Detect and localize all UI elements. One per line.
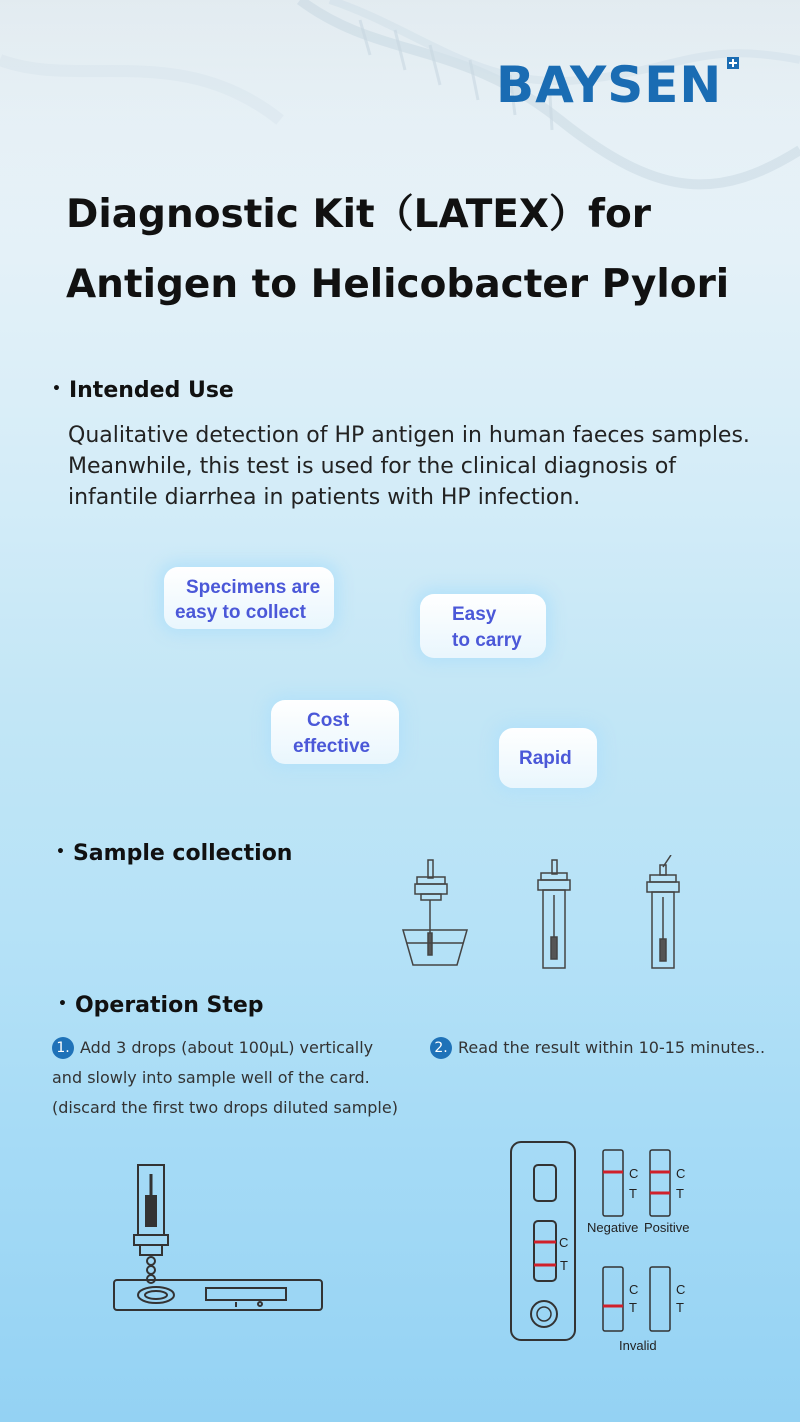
intended-use-heading	[52, 378, 234, 403]
dropper-illustration	[110, 1160, 330, 1312]
operation-step-heading-text: Operation Step	[74, 993, 264, 1018]
result-strips-illustration	[600, 1145, 680, 1335]
feature-tag-line: Easy	[452, 604, 497, 625]
feature-tag-line: Cost	[307, 710, 350, 731]
step-1-line: (discard the first two drops diluted sample)	[52, 1098, 398, 1117]
sample-collection-illustration	[395, 855, 705, 975]
strip-pos-t-label: T	[676, 1186, 684, 1201]
strip-pos-c-label: C	[676, 1166, 686, 1181]
operation-step-1	[52, 1033, 422, 1123]
intended-use-line: Meanwhile, this test is used for the clinical diagnosis of	[68, 454, 677, 479]
result-invalid-label: Invalid	[619, 1338, 657, 1353]
step-1-text: Add 3 drops (about 100μL) vertically	[80, 1038, 374, 1057]
feature-tag-cost	[271, 700, 399, 764]
intended-use-line: Qualitative detection of HP antigen in human faeces samples.	[68, 423, 750, 448]
intended-use-heading-text: Intended Use	[68, 378, 234, 403]
strip-inv1-c-label: C	[629, 1282, 639, 1297]
brand-logo: BAYSEN	[496, 56, 723, 114]
sample-collection-heading	[56, 841, 292, 866]
step-2-number: 2.	[430, 1037, 452, 1059]
strip-inv2-c-label: C	[676, 1282, 686, 1297]
intended-use-line: infantile diarrhea in patients with HP infection.	[68, 485, 581, 510]
logo-plus-icon	[727, 57, 739, 69]
step-1-line: and slowly into sample well of the card.	[52, 1068, 370, 1087]
feature-tag-line: easy to collect	[175, 602, 306, 623]
step-2-text: Read the result within 10-15 minutes..	[458, 1038, 766, 1057]
feature-tag-line: to carry	[452, 630, 522, 651]
bullet-icon: •	[56, 844, 65, 860]
bullet-icon: •	[58, 996, 67, 1012]
strip-neg-t-label: T	[629, 1186, 637, 1201]
feature-tag-carry	[420, 594, 546, 658]
operation-step-heading	[58, 993, 264, 1018]
page-title-line2: Antigen to Helicobacter Pylori	[66, 262, 730, 307]
feature-tag-collect	[164, 567, 334, 629]
bullet-icon: •	[52, 381, 61, 397]
feature-tag-rapid	[499, 728, 597, 788]
page-title-line1: Diagnostic Kit（LATEX）for	[66, 192, 652, 237]
result-positive-label: Positive	[644, 1220, 690, 1235]
step-1-number: 1.	[52, 1037, 74, 1059]
test-card-illustration	[508, 1140, 580, 1344]
feature-tag-line: effective	[293, 736, 371, 757]
card-t-label: T	[560, 1258, 568, 1273]
result-negative-label: Negative	[587, 1220, 639, 1235]
operation-step-2	[430, 1033, 790, 1063]
strip-inv2-t-label: T	[676, 1300, 684, 1315]
card-c-label: C	[559, 1235, 569, 1250]
feature-tag-line: Rapid	[519, 748, 572, 769]
feature-tag-line: Specimens are	[186, 577, 321, 598]
strip-inv1-t-label: T	[629, 1300, 637, 1315]
strip-neg-c-label: C	[629, 1166, 639, 1181]
intended-use-text	[68, 420, 788, 513]
sample-collection-heading-text: Sample collection	[72, 841, 293, 866]
step-1-line	[52, 1033, 422, 1063]
